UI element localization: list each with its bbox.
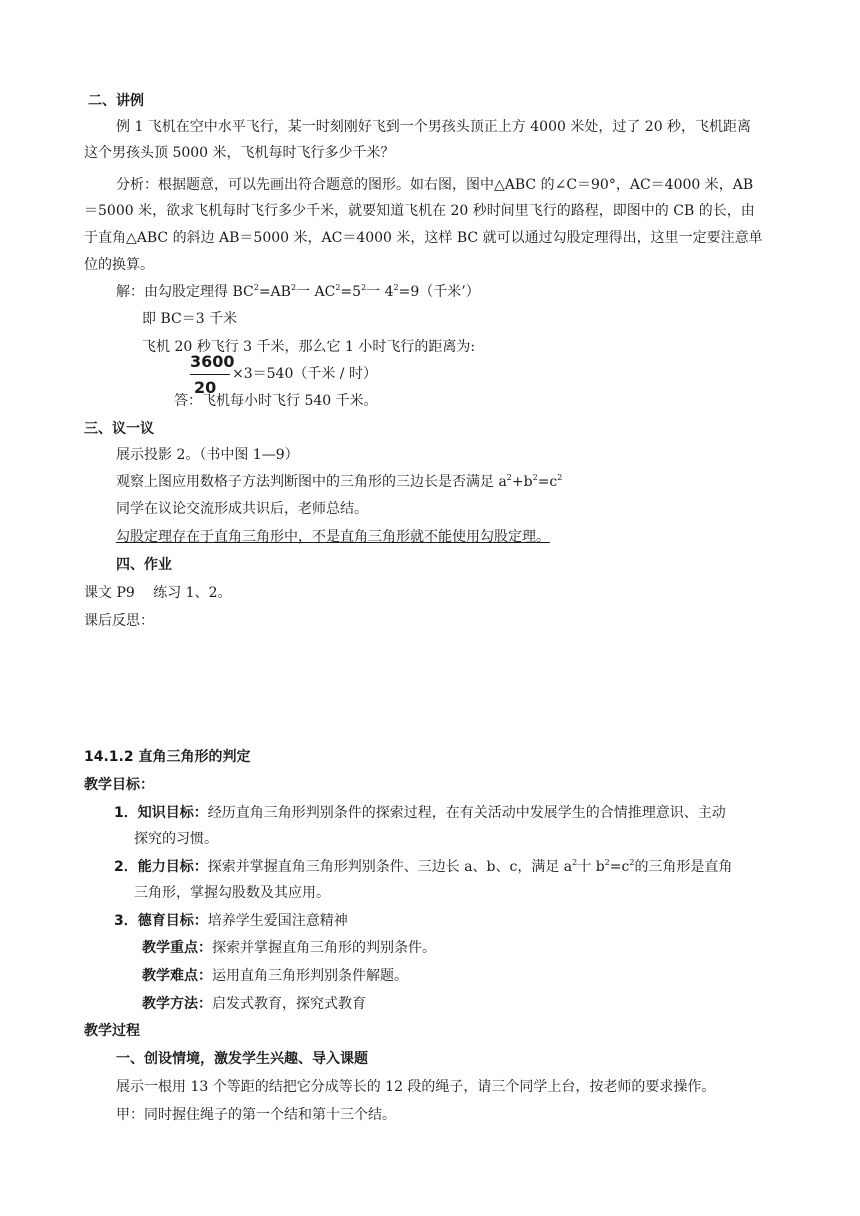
key-point: 教学重点：探索并掌握直角三角形的判别条件。 (142, 940, 436, 956)
fraction-bar (190, 374, 230, 375)
example-text: 这个男孩头顶 5000 米，飞机每时飞行多少千米？ (84, 145, 395, 161)
homework-text: 课文 P9 练习 1、2。 (84, 585, 232, 601)
section-heading-homework: 四、作业 (116, 557, 172, 573)
discuss-conclusion: 勾股定理存在于直角三角形中，不是直角三角形就不能使用勾股定理。 (116, 529, 550, 545)
goals-heading: 教学目标： (84, 777, 154, 793)
discuss-text: 同学在议论交流形成共识后，老师总结。 (116, 501, 368, 517)
fraction-denominator: 20 (194, 378, 217, 397)
analysis-text: 于直角△ABC 的斜边 AB＝5000 米，AC＝4000 米，这样 BC 就可以通过勾股定理得出，这里一定要注意单 (84, 230, 763, 246)
lesson-title: 14.1.2 直角三角形的判定 (84, 749, 251, 765)
goal-ability: 2．能力目标：探索并掌握直角三角形判别条件、三边长 a、b、c，满足 $a^2$十 $b^2=c^2$的三角形是直角 (114, 858, 733, 875)
analysis-text: 位的换算。 (84, 257, 154, 273)
discuss-text: 观察上图应用数格子方法判断图中的三角形的三边长是否满足 $a^2+b^2=c^2$ (116, 473, 563, 490)
goal-ability-cont: 三角形，掌握勾股数及其应用。 (134, 885, 330, 901)
step-text: 甲：同时握住绳子的第一个结和第十三个结。 (116, 1107, 396, 1123)
step-text: 展示一根用 13 个等距的结把它分成等长的 12 段的绳子，请三个同学上台，按老师的要求操作。 (116, 1079, 716, 1095)
section-heading-discuss: 三、议一议 (84, 421, 154, 437)
fraction-numerator: 3600 (190, 352, 235, 371)
fraction (190, 352, 235, 397)
goal-knowledge-cont: 探究的习惯。 (134, 831, 218, 847)
analysis-text: ＝5000 米，欲求飞机每时飞行多少千米，就要知道飞机在 20 秒时间里飞行的路程，即图中的 CB 的长，由 (84, 203, 755, 219)
example-text: 例 1 飞机在空中水平飞行，某一时刻刚好飞到一个男孩头顶正上方 4000 米处，过了 20 秒，飞机距离 (116, 119, 752, 135)
answer-text: 答：飞机每小时飞行 540 千米。 (174, 393, 378, 409)
solution-text: 飞机 20 秒飞行 3 千米，那么它 1 小时飞行的距离为: (142, 339, 476, 355)
analysis-text: 分析：根据题意，可以先画出符合题意的图形。如右图，图中△ABC 的∠C＝90°，AC＝4000 米，AB (116, 177, 754, 193)
reflection-label: 课后反思： (84, 613, 154, 629)
solution-text: ×3＝540（千米 / 时） (232, 366, 377, 382)
discuss-text: 展示投影 2。（书中图 1—9） (116, 447, 299, 463)
solution-text: 即 BC＝3 千米 (142, 311, 238, 327)
process-heading: 教学过程 (84, 1023, 140, 1039)
section-heading-examples: 二、讲例 (88, 93, 144, 109)
solution-equation: 解：由勾股定理得 $BC^2=AB^2$一 $AC^2=5^2$一 $4^2=9$（千米’） (116, 283, 480, 300)
difficulty: 教学难点：运用直角三角形判别条件解题。 (142, 968, 408, 984)
step-heading: 一、创设情境，激发学生兴趣、导入课题 (116, 1051, 368, 1067)
goal-knowledge: 1．知识目标：经历直角三角形判别条件的探索过程，在有关活动中发展学生的合情推理意识、主动 (114, 805, 726, 821)
teaching-method: 教学方法：启发式教育，探究式教育 (142, 996, 366, 1012)
goal-moral: 3．德育目标：培养学生爱国注意精神 (114, 913, 348, 929)
